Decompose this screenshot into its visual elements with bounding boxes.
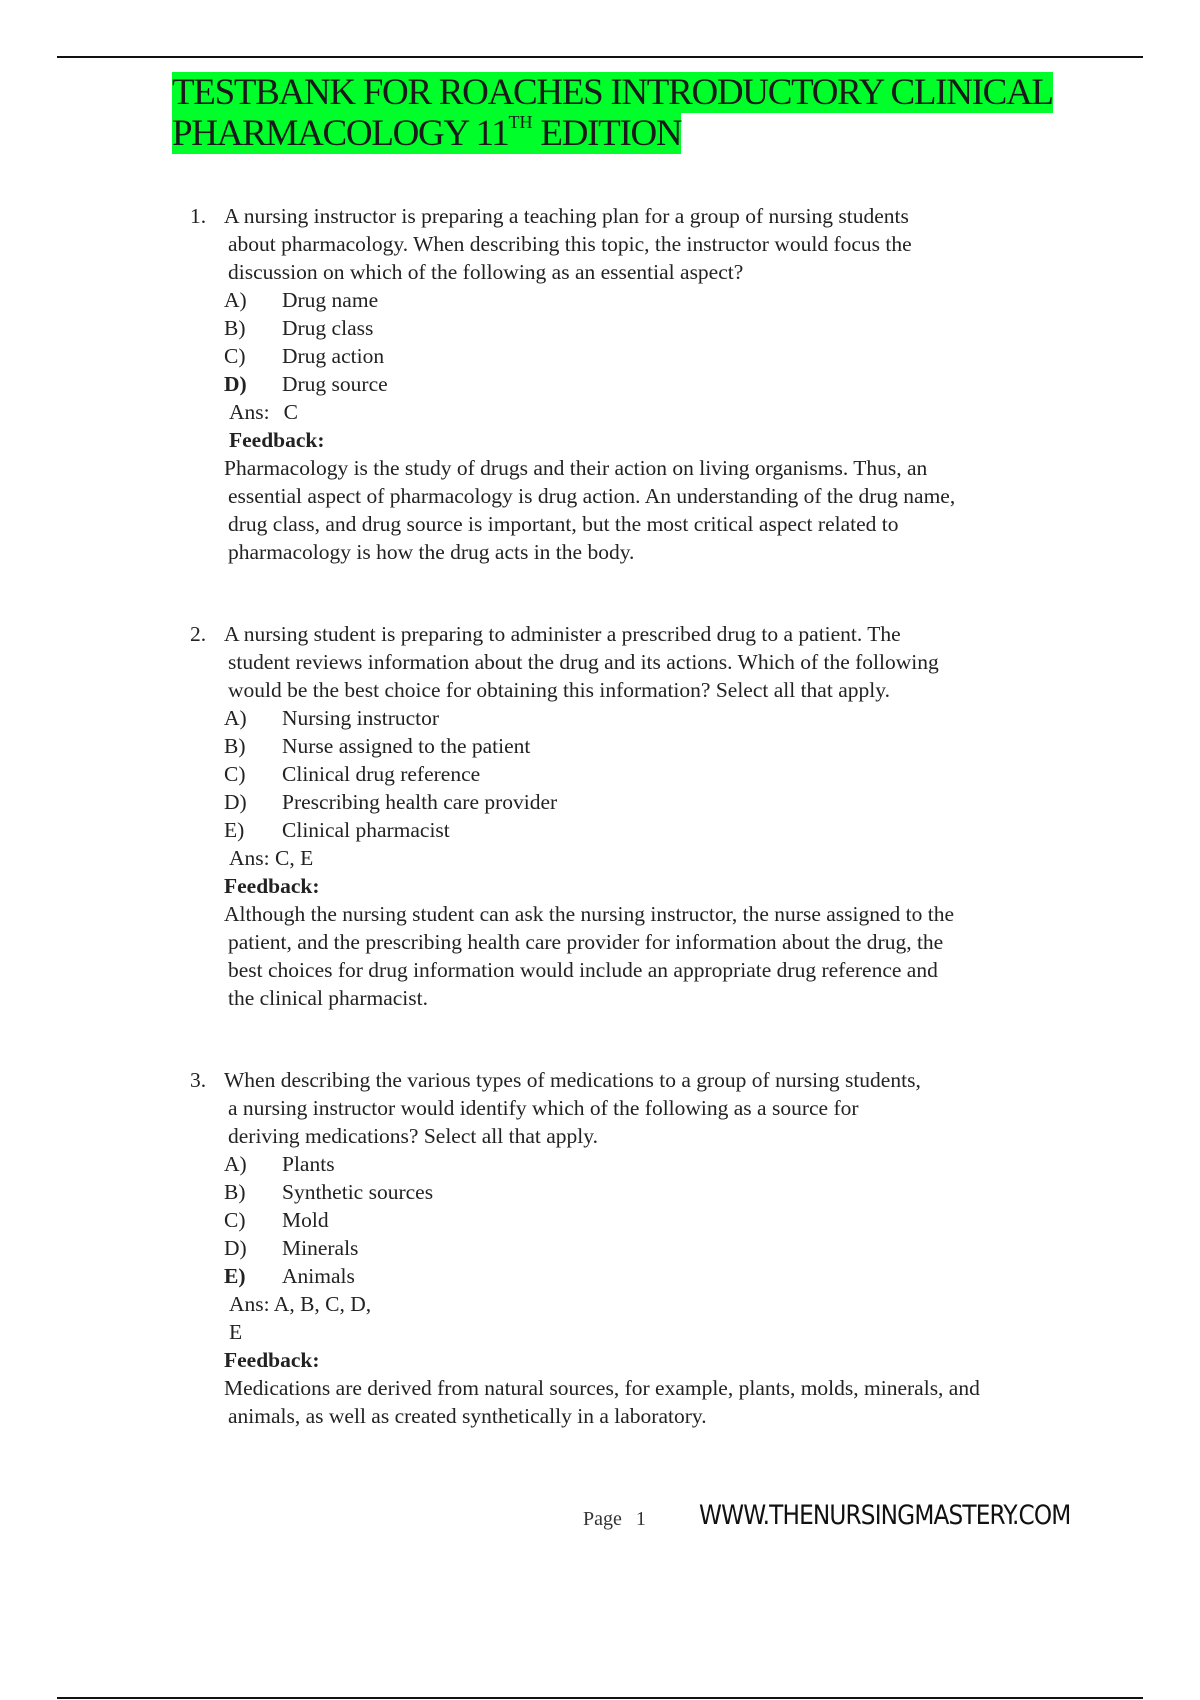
option-c: C) Mold bbox=[224, 1208, 329, 1232]
option-a: A) Plants bbox=[224, 1152, 335, 1176]
question-3 bbox=[190, 1066, 1090, 1430]
option-d: D) Prescribing health care provider bbox=[224, 790, 558, 814]
question-number: 3. bbox=[190, 1068, 207, 1092]
answer: Ans: C, E bbox=[229, 846, 314, 870]
page-footer bbox=[0, 1500, 1200, 1540]
option-a: A) Drug name bbox=[224, 288, 379, 312]
option-d: D) Drug source bbox=[224, 372, 388, 396]
option-c: C) Clinical drug reference bbox=[224, 762, 481, 786]
answer: Ans: C bbox=[229, 400, 298, 424]
feedback-label: Feedback: bbox=[224, 874, 320, 898]
answer: Ans: A, B, C, D, E bbox=[229, 1292, 372, 1344]
document-title bbox=[172, 72, 1092, 154]
title-line-1: TESTBANK FOR ROACHES INTRODUCTORY CLINICAL bbox=[172, 72, 1053, 113]
website-link[interactable]: WWW.THENURSINGMASTERY.COM bbox=[699, 1500, 1071, 1531]
feedback-text: Although the nursing student can ask the nursing instructor, the nurse assigned to the patient, and the prescribing health care provider for information about the drug, the best choices for drug information would include an appropriate drug reference and the clinical pharmacist. bbox=[224, 902, 955, 1010]
question-stem: 2. A nursing student is preparing to administer a prescribed drug to a patient. The student reviews information about the drug and its actions. Which of the following would be the best choice for obtaining this information? Select all that apply. bbox=[190, 622, 939, 702]
feedback-text: Medications are derived from natural sources, for example, plants, molds, minerals, and animals, as well as created synthetically in a laboratory. bbox=[224, 1376, 980, 1428]
question-stem: 1. A nursing instructor is preparing a teaching plan for a group of nursing students about pharmacology. When describing this topic, the instructor would focus the discussion on which of the following as an essential aspect? bbox=[190, 204, 912, 284]
option-b: B) Nurse assigned to the patient bbox=[224, 734, 531, 758]
question-2 bbox=[190, 620, 1090, 1012]
feedback-label: Feedback: bbox=[229, 428, 325, 452]
page-number: Page 1 bbox=[583, 1508, 646, 1530]
feedback-label: Feedback: bbox=[224, 1348, 320, 1372]
option-c: C) Drug action bbox=[224, 344, 385, 368]
title-line-2: PHARMACOLOGY 11TH EDITION bbox=[172, 111, 682, 154]
question-stem: 3. When describing the various types of medications to a group of nursing students, a nursing instructor would identify which of the following as a source for deriving medications? Select all that apply. bbox=[190, 1068, 921, 1148]
bottom-rule bbox=[57, 1697, 1143, 1699]
question-1 bbox=[190, 202, 1090, 566]
question-number: 2. bbox=[190, 622, 207, 646]
option-a: A) Nursing instructor bbox=[224, 706, 440, 730]
feedback-text: Pharmacology is the study of drugs and their action on living organisms. Thus, an essential aspect of pharmacology is drug action. An understanding of the drug name, drug class, and drug source is important, but the most critical aspect related to pharmacology is how the drug acts in the body. bbox=[224, 456, 956, 564]
option-e: E) Clinical pharmacist bbox=[224, 818, 450, 842]
question-number: 1. bbox=[190, 204, 207, 228]
option-d: D) Minerals bbox=[224, 1236, 359, 1260]
option-b: B) Drug class bbox=[224, 316, 374, 340]
top-rule bbox=[57, 56, 1143, 58]
option-e: E) Animals bbox=[224, 1264, 355, 1288]
option-b: B) Synthetic sources bbox=[224, 1180, 434, 1204]
